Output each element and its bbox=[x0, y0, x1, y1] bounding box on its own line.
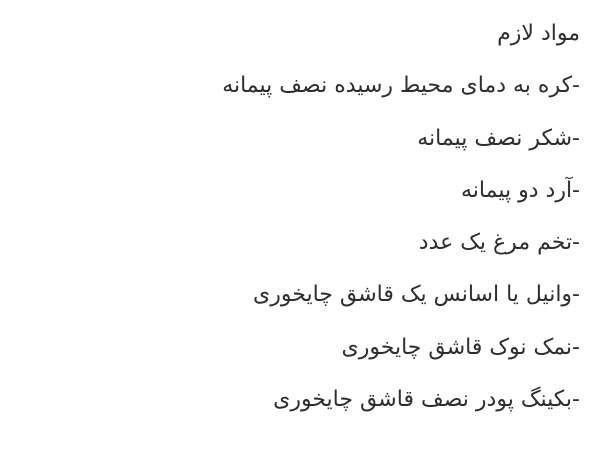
ingredient-line: -آرد دو پیمانه bbox=[461, 177, 580, 203]
ingredient-line: -کره به دمای محیط رسیده نصف پیمانه bbox=[222, 73, 580, 99]
ingredients-title: مواد لازم bbox=[497, 21, 580, 46]
ingredients-list bbox=[0, 60, 580, 426]
ingredient-line: -شکر نصف پیمانه bbox=[417, 125, 580, 151]
ingredient-line: -وانیل یا اسانس یک قاشق چایخوری bbox=[253, 282, 580, 308]
ingredient-line: -تخم مرغ یک عدد bbox=[418, 230, 580, 256]
ingredient-line: -بکینگ پودر نصف قاشق چایخوری bbox=[273, 387, 580, 413]
ingredient-line: -نمک نوک قاشق چایخوری bbox=[341, 334, 580, 360]
